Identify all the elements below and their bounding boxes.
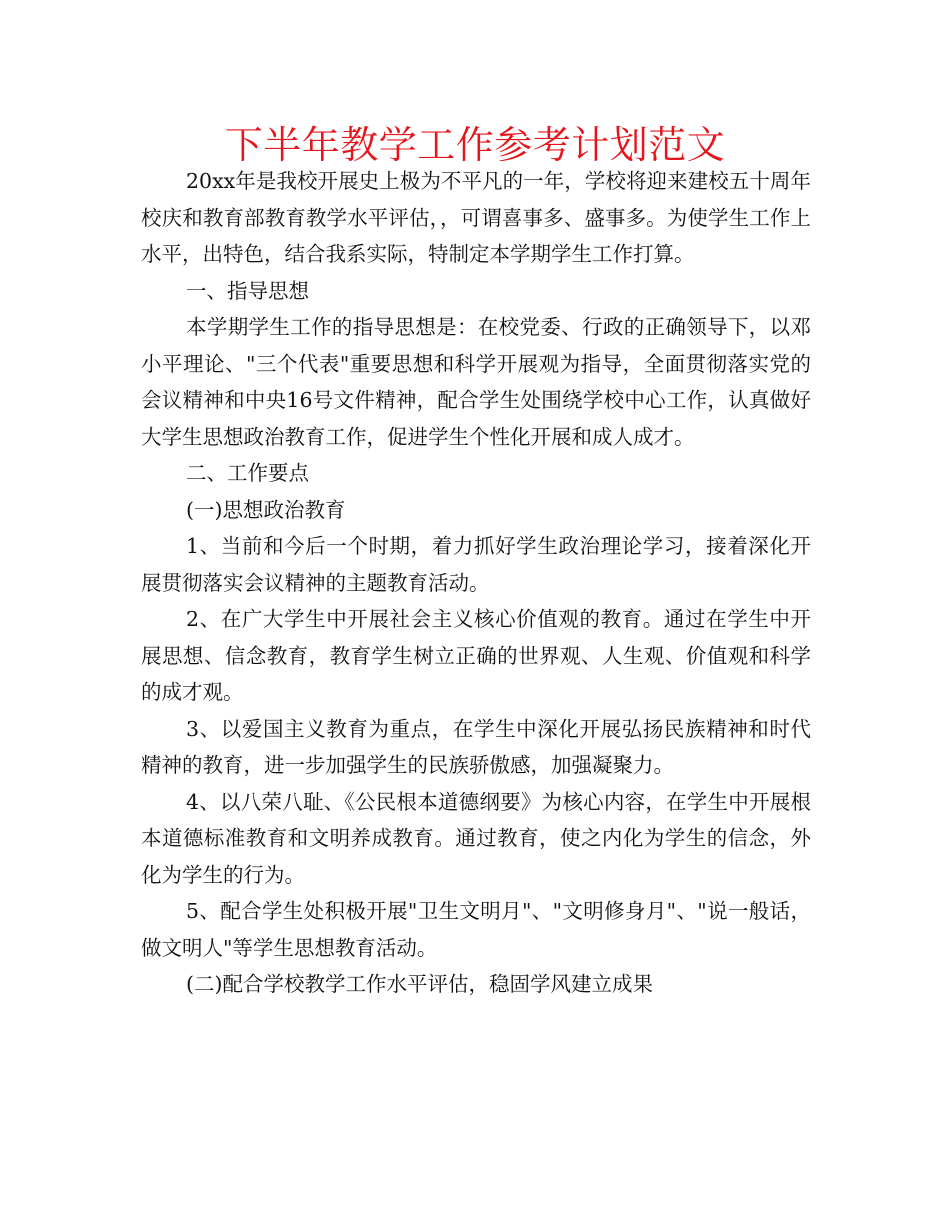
heading-guiding-ideology: 一、指导思想 (186, 278, 309, 303)
list-item-2: 2、在广大学生中开展社会主义核心价值观的教育。通过在学生中开展思想、信念教育，教育学生树立正确的世界观、人生观、价值观和科学的成才观。 (141, 607, 811, 704)
paragraph-intro: 20xx年是我校开展史上极为不平凡的一年，学校将迎来建校五十周年校庆和教育部教育教学水平评估，，可谓喜事多、盛事多。为使学生工作上水平，出特色，结合我系实际，特制定本学期学生工作打算。 (141, 169, 811, 266)
subheading-teaching-evaluation: (二)配合学校教学工作水平评估，稳固学风建立成果 (186, 972, 653, 996)
heading-work-points: 二、工作要点 (186, 461, 309, 485)
document-title: 下半年教学工作参考计划范文 (224, 123, 726, 167)
subheading-political-education: (一)思想政治教育 (186, 497, 346, 522)
document-body (141, 163, 811, 1003)
list-item-3: 3、以爱国主义教育为重点，在学生中深化开展弘扬民族精神和时代精神的教育，进一步加强学生的民族骄傲感，加强凝聚力。 (141, 716, 811, 777)
list-item-4: 4、以八荣八耻、《公民根本道德纲要》为核心内容，在学生中开展根本道德标准教育和文明养成教育。通过教育，使之内化为学生的信念，外化为学生的行为。 (141, 789, 811, 887)
list-item-1: 1、当前和今后一个时期，着力抓好学生政治理论学习，接着深化开展贯彻落实会议精神的主题教育活动。 (141, 534, 811, 595)
paragraph-guiding-ideology: 本学期学生工作的指导思想是：在校党委、行政的正确领导下，以邓小平理论、"三个代表"重要思想和科学开展观为指导，全面贯彻落实党的会议精神和中央16号文件精神，配合学生处围绕学校中心工作，认真做好大学生思想政治教育工作，促进学生个性化开展和成人成才。 (141, 315, 811, 449)
list-item-5: 5、配合学生处积极开展"卫生文明月"、"文明修身月"、"说一般话，做文明人"等学生思想教育活动。 (141, 899, 811, 960)
